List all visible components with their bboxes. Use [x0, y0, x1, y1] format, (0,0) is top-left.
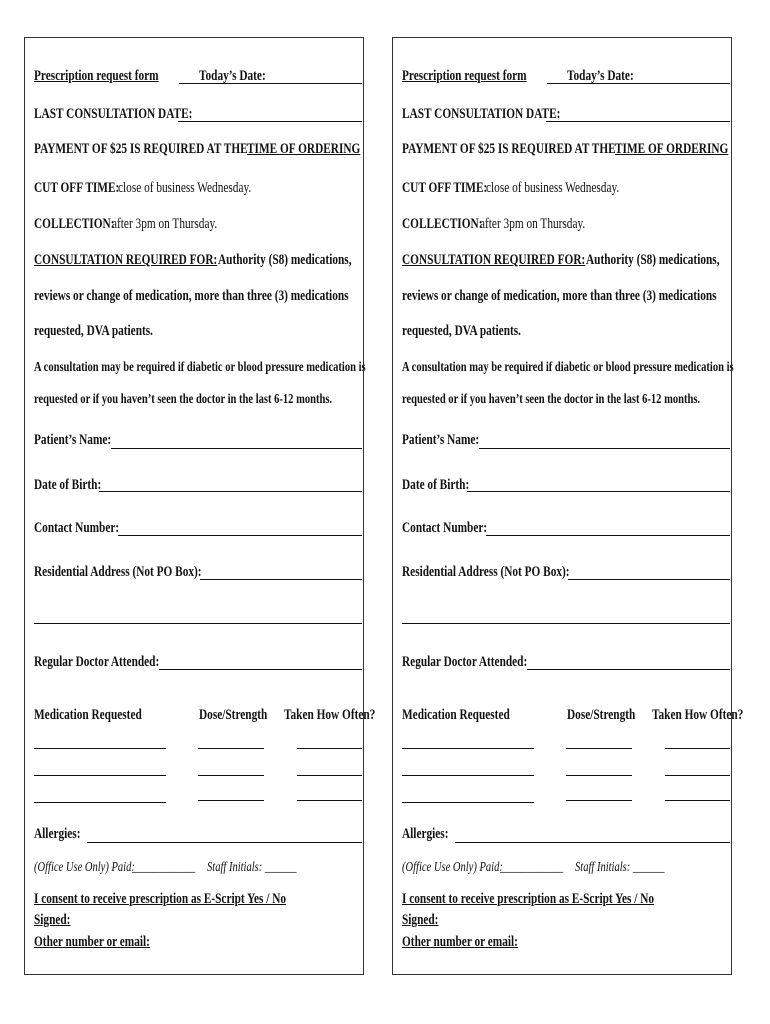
allergies-input[interactable]: [87, 842, 362, 843]
dose-input-2[interactable]: [566, 775, 632, 776]
staff-initials-label: Staff Initials: ______: [575, 859, 665, 874]
note-line-2: requested or if you haven’t seen the doctor in the last 6-12 months.: [402, 391, 701, 406]
contact-number-label: Contact Number:: [402, 520, 488, 536]
medication-input-1[interactable]: [34, 748, 166, 749]
cutoff-label: CUT OFF TIME:: [402, 180, 488, 196]
dob-label: Date of Birth:: [34, 477, 102, 493]
collection-value: after 3pm on Thursday.: [480, 216, 586, 232]
signed-label: Signed:: [34, 912, 71, 928]
frequency-input-3[interactable]: [297, 800, 362, 801]
cutoff-value: close of business Wednesday.: [486, 180, 620, 196]
consult-line-1: Authority (S8) medications,: [586, 252, 720, 268]
other-contact-label: Other number or email:: [34, 934, 150, 950]
office-paid-blank: ____________: [500, 859, 564, 874]
todays-date-label: Today’s Date:: [199, 68, 266, 84]
allergies-input[interactable]: [455, 842, 730, 843]
frequency-input-2[interactable]: [665, 775, 730, 776]
collection-label: COLLECTION:: [34, 216, 115, 232]
frequency-input-2[interactable]: [297, 775, 362, 776]
consult-line-2: reviews or change of medication, more than three (3) medications: [402, 288, 717, 304]
dose-column-header: Dose/Strength: [567, 707, 636, 723]
doctor-input[interactable]: [527, 669, 730, 670]
consent-text: I consent to receive prescription as E-Script Yes / No: [402, 891, 655, 907]
payment-deadline: TIME OF ORDERING: [615, 141, 729, 157]
patient-name-label: Patient’s Name:: [34, 432, 112, 448]
patient-name-input[interactable]: [479, 448, 730, 449]
address-input-line-2[interactable]: [402, 623, 730, 624]
medication-input-3[interactable]: [34, 802, 166, 803]
medication-input-2[interactable]: [402, 775, 534, 776]
consult-line-3: requested, DVA patients.: [402, 323, 521, 339]
doctor-label: Regular Doctor Attended:: [402, 654, 528, 670]
last-consultation-label: LAST CONSULTATION DATE:: [34, 106, 193, 122]
doctor-input[interactable]: [159, 669, 362, 670]
cutoff-value: close of business Wednesday.: [118, 180, 252, 196]
collection-value: after 3pm on Thursday.: [112, 216, 218, 232]
prescription-form-right: [392, 37, 744, 975]
cutoff-label: CUT OFF TIME:: [34, 180, 120, 196]
dose-input-3[interactable]: [566, 800, 632, 801]
consult-required-label: CONSULTATION REQUIRED FOR:: [34, 252, 218, 268]
dob-input[interactable]: [467, 491, 730, 492]
dose-input-2[interactable]: [198, 775, 264, 776]
medication-column-header: Medication Requested: [34, 707, 142, 723]
todays-date-input[interactable]: [547, 83, 730, 84]
contact-number-input[interactable]: [486, 535, 730, 536]
dose-column-header: Dose/Strength: [199, 707, 268, 723]
consult-line-2: reviews or change of medication, more than three (3) medications: [34, 288, 349, 304]
dose-input-3[interactable]: [198, 800, 264, 801]
collection-label: COLLECTION:: [402, 216, 483, 232]
dob-input[interactable]: [99, 491, 362, 492]
payment-deadline: TIME OF ORDERING: [247, 141, 361, 157]
note-line-1: A consultation may be required if diabetic or blood pressure medication is: [34, 359, 366, 374]
dose-input-1[interactable]: [198, 748, 264, 749]
consult-line-1: Authority (S8) medications,: [218, 252, 352, 268]
consent-text: I consent to receive prescription as E-Script Yes / No: [34, 891, 287, 907]
dob-label: Date of Birth:: [402, 477, 470, 493]
staff-initials-label: Staff Initials: ______: [207, 859, 297, 874]
allergies-label: Allergies:: [402, 826, 449, 842]
medication-input-2[interactable]: [34, 775, 166, 776]
patient-name-label: Patient’s Name:: [402, 432, 480, 448]
address-input-line-1[interactable]: [200, 579, 362, 580]
medication-column-header: Medication Requested: [402, 707, 510, 723]
medication-input-1[interactable]: [402, 748, 534, 749]
last-consultation-input[interactable]: [546, 121, 730, 122]
frequency-column-header: Taken How Often?: [284, 707, 376, 723]
contact-number-input[interactable]: [118, 535, 362, 536]
last-consultation-input[interactable]: [178, 121, 362, 122]
frequency-input-1[interactable]: [297, 748, 362, 749]
payment-text: PAYMENT OF $25 IS REQUIRED AT THE: [34, 141, 248, 157]
doctor-label: Regular Doctor Attended:: [34, 654, 160, 670]
frequency-input-3[interactable]: [665, 800, 730, 801]
dose-input-1[interactable]: [566, 748, 632, 749]
contact-number-label: Contact Number:: [34, 520, 120, 536]
note-line-1: A consultation may be required if diabetic or blood pressure medication is: [402, 359, 734, 374]
todays-date-label: Today’s Date:: [567, 68, 634, 84]
last-consultation-label: LAST CONSULTATION DATE:: [402, 106, 561, 122]
address-input-line-1[interactable]: [568, 579, 730, 580]
office-use-label: (Office Use Only) Paid:: [402, 859, 503, 874]
patient-name-input[interactable]: [111, 448, 362, 449]
payment-text: PAYMENT OF $25 IS REQUIRED AT THE: [402, 141, 616, 157]
office-paid-blank: ____________: [132, 859, 196, 874]
signed-label: Signed:: [402, 912, 439, 928]
consult-required-label: CONSULTATION REQUIRED FOR:: [402, 252, 586, 268]
form-title: Prescription request form: [402, 68, 527, 84]
other-contact-label: Other number or email:: [402, 934, 518, 950]
address-input-line-2[interactable]: [34, 623, 362, 624]
address-label: Residential Address (Not PO Box):: [402, 564, 570, 580]
form-title: Prescription request form: [34, 68, 159, 84]
office-use-label: (Office Use Only) Paid:: [34, 859, 135, 874]
allergies-label: Allergies:: [34, 826, 81, 842]
prescription-form-left: [24, 37, 376, 975]
frequency-input-1[interactable]: [665, 748, 730, 749]
consult-line-3: requested, DVA patients.: [34, 323, 153, 339]
medication-input-3[interactable]: [402, 802, 534, 803]
address-label: Residential Address (Not PO Box):: [34, 564, 202, 580]
frequency-column-header: Taken How Often?: [652, 707, 744, 723]
note-line-2: requested or if you haven’t seen the doctor in the last 6-12 months.: [34, 391, 333, 406]
todays-date-input[interactable]: [179, 83, 362, 84]
